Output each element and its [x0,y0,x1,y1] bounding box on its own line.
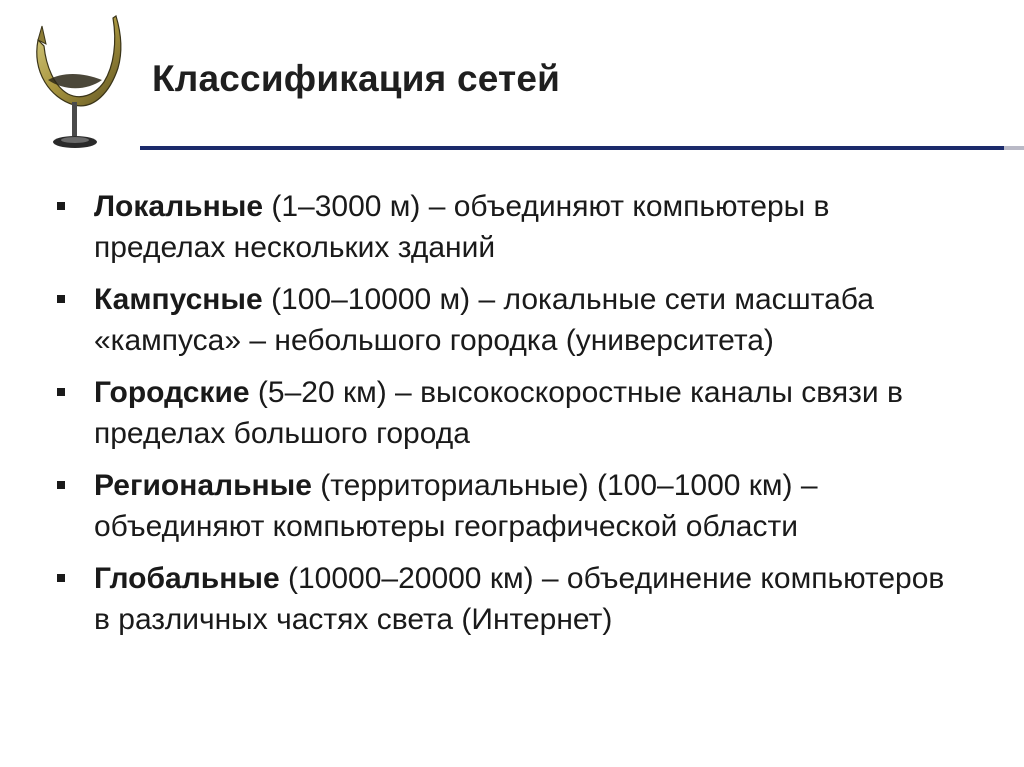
bullet-term: Локальные [94,190,263,223]
square-bullet-icon [57,481,65,489]
title-underline-shadow [1004,146,1024,150]
square-bullet-icon [57,295,65,303]
list-item [56,465,956,547]
bullet-text: (10000–20000 км) – объединение компьютеров в различных частях света (Интернет) [94,562,945,636]
bullet-term: Региональные [94,469,312,502]
list-item [56,186,956,268]
title-underline [140,146,1020,150]
bullet-list [56,186,956,651]
bullet-text: (100–10000 м) – локальные сети масштаба «кампуса» – небольшого городка (университета) [94,283,874,357]
bullet-text: (5–20 км) – высокоскоростные каналы связи в пределах большого города [94,376,903,450]
bullet-term: Городские [94,376,250,409]
square-bullet-icon [57,388,65,396]
square-bullet-icon [57,574,65,582]
goblet-logo-icon [18,10,136,152]
bullet-term: Кампусные [94,283,263,316]
slide-title: Классификация сетей [152,58,561,99]
bullet-text: (1–3000 м) – объединяют компьютеры в пределах нескольких зданий [94,190,830,264]
bullet-text: (территориальные) (100–1000 км) – объединяют компьютеры географической области [94,469,818,543]
bullet-term: Глобальные [94,562,280,595]
list-item [56,558,956,640]
list-item [56,372,956,454]
square-bullet-icon [57,202,65,210]
list-item [56,279,956,361]
